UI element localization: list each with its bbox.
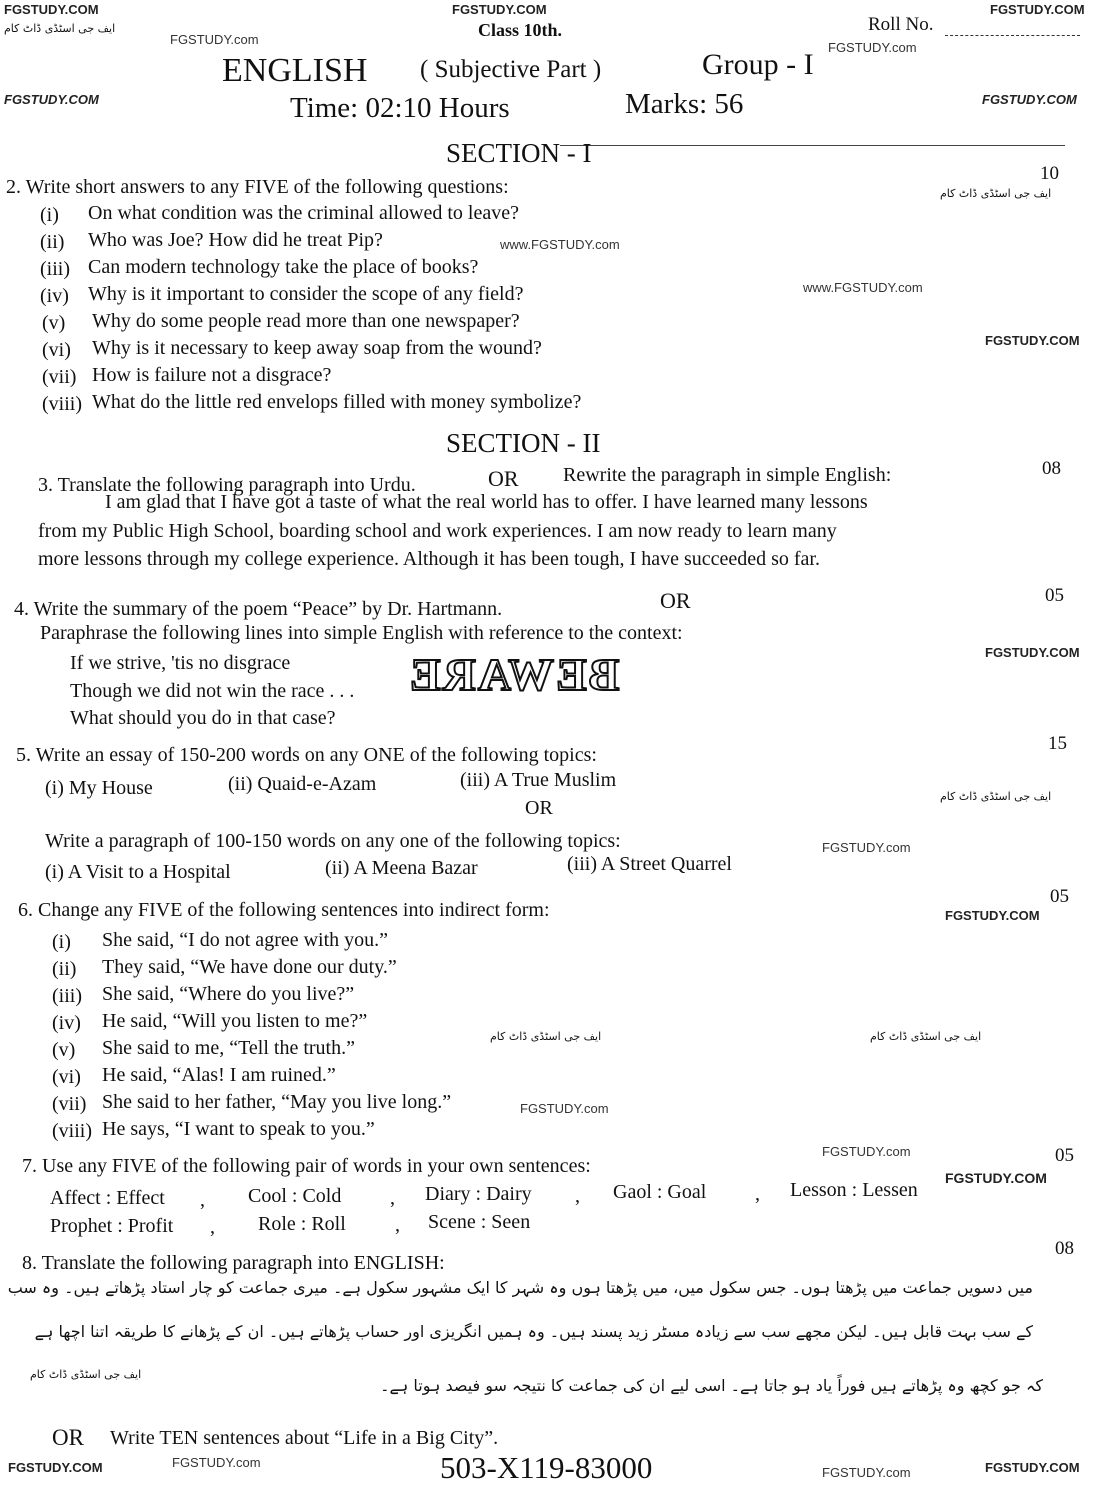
separator: , <box>390 1187 395 1209</box>
urdu-line: میں دسویں جماعت میں پڑھتا ہوں۔ جس سکول میں، میں پڑھتا ہوں وہ شہر کا ایک مشہور سکول ہے۔ میری جماعت کو چار استاد پڑھاتے ہیں۔ وہ سب <box>7 1278 1033 1297</box>
watermark: FGSTUDY.COM <box>985 333 1080 348</box>
topic: (i) A Visit to a Hospital <box>45 861 231 883</box>
item-number: (ii) <box>40 231 65 253</box>
question-item: Why do some people read more than one newspaper? <box>92 310 520 332</box>
item-number: (iii) <box>40 258 70 280</box>
watermark: FGSTUDY.COM <box>945 908 1040 923</box>
sentence-item: They said, “We have done our duty.” <box>102 956 397 978</box>
question-marks: 15 <box>1048 733 1067 754</box>
item-number: (vi) <box>52 1066 81 1088</box>
item-number: (iv) <box>40 285 69 307</box>
or-label: OR <box>660 588 691 613</box>
watermark: FGSTUDY.COM <box>452 2 547 17</box>
separator: , <box>395 1214 400 1236</box>
item-number: (v) <box>42 312 66 334</box>
question-alt: Write TEN sentences about “Life in a Big City”. <box>110 1427 499 1449</box>
item-number: (vii) <box>42 366 77 388</box>
item-number: (iii) <box>52 985 82 1007</box>
question-item: What do the little red envelops filled with money symbolize? <box>92 391 582 413</box>
sentence-item: He said, “Will you listen to me?” <box>102 1010 368 1032</box>
watermark: FGSTUDY.com <box>170 32 259 47</box>
item-number: (vii) <box>52 1093 87 1115</box>
divider <box>560 145 1065 146</box>
separator: , <box>200 1189 205 1211</box>
watermark: FGSTUDY.com <box>520 1101 609 1116</box>
question-item: Why is it necessary to keep away soap from the wound? <box>92 337 542 359</box>
urdu-line: کہ جو کچھ وہ پڑھاتے ہیں فوراً یاد ہو جاتا ہے۔ اسی لیے ان کی جماعت کا نتیجہ سو فیصد ہوتا ہے۔ <box>380 1376 1043 1395</box>
watermark: FGSTUDY.COM <box>4 2 99 17</box>
separator: , <box>755 1183 760 1205</box>
or-label: OR <box>525 797 553 819</box>
item-number: (i) <box>40 204 59 226</box>
word-pair: Prophet : Profit <box>50 1215 174 1237</box>
topic: (iii) A True Muslim <box>460 769 617 791</box>
question-item: Why is it important to consider the scope of any field? <box>88 283 524 305</box>
watermark-urdu: ایف جی اسٹڈی ڈاٹ کام <box>940 187 1052 200</box>
question-prompt: 4. Write the summary of the poem “Peace” by Dr. Hartmann. <box>14 598 503 620</box>
item-number: (iv) <box>52 1012 81 1034</box>
watermark: FGSTUDY.COM <box>985 1460 1080 1475</box>
word-pair: Gaol : Goal <box>613 1181 707 1203</box>
question-item: Can modern technology take the place of books? <box>88 256 479 278</box>
watermark: FGSTUDY.COM <box>4 92 99 107</box>
question-prompt: 3. Translate the following paragraph into Urdu. <box>38 474 416 496</box>
watermark-urdu: ایف جی اسٹڈی ڈاٹ کام <box>870 1030 982 1043</box>
question-marks: 08 <box>1055 1238 1074 1259</box>
question-marks: 10 <box>1040 163 1059 184</box>
question-prompt: 2. Write short answers to any FIVE of the following questions: <box>6 176 509 198</box>
urdu-line: کے سب بہت قابل ہیں۔ لیکن مجھے سب سے زیادہ مسٹر زید پسند ہیں۔ وہ ہمیں انگریزی اور حساب پڑھاتے ہیں۔ ان کے پڑھانے کا طریقہ اتنا اچھا ہے <box>34 1322 1033 1341</box>
word-pair: Diary : Dairy <box>425 1183 532 1205</box>
topic: (iii) A Street Quarrel <box>567 853 732 875</box>
sentence-item: She said to me, “Tell the truth.” <box>102 1037 355 1059</box>
question-marks: 05 <box>1055 1145 1074 1166</box>
topic: (i) My House <box>45 777 153 799</box>
class-label: Class 10th. <box>478 20 563 40</box>
or-label: OR <box>52 1425 84 1450</box>
watermark: FGSTUDY.COM <box>945 1170 1047 1186</box>
item-number: (i) <box>52 931 71 953</box>
watermark: FGSTUDY.COM <box>982 92 1077 107</box>
marks-label: Marks: 56 <box>625 88 744 120</box>
item-number: (viii) <box>52 1120 92 1142</box>
question-item: Who was Joe? How did he treat Pip? <box>88 229 383 251</box>
watermark: FGSTUDY.com <box>828 40 917 55</box>
question-prompt: 7. Use any FIVE of the following pair of words in your own sentences: <box>22 1155 591 1177</box>
watermark-urdu: ایف جی اسٹڈی ڈاٹ کام <box>940 790 1052 803</box>
stamp-mark: BEWARE <box>408 649 620 700</box>
question-marks: 05 <box>1045 585 1064 606</box>
time-label: Time: 02:10 Hours <box>290 92 510 124</box>
watermark: FGSTUDY.COM <box>990 2 1085 17</box>
question-prompt: 6. Change any FIVE of the following sentences into indirect form: <box>18 899 550 921</box>
watermark: FGSTUDY.com <box>822 1465 911 1480</box>
question-marks: 05 <box>1050 886 1069 907</box>
paragraph-line: more lessons through my college experience. Although it has been tough, I have succeeded so far. <box>38 548 820 570</box>
word-pair: Role : Roll <box>258 1213 346 1235</box>
paragraph-line: from my Public High School, boarding school and work experiences. I am now ready to learn many <box>38 520 837 542</box>
item-number: (viii) <box>42 393 82 415</box>
item-number: (ii) <box>52 958 77 980</box>
poem-line: What should you do in that case? <box>70 707 336 729</box>
watermark: www.FGSTUDY.com <box>803 280 923 295</box>
subject-title: ENGLISH <box>222 52 368 89</box>
sentence-item: She said to her father, “May you live long.” <box>102 1091 452 1113</box>
question-alt: Rewrite the paragraph in simple English: <box>563 464 892 486</box>
separator: , <box>210 1216 215 1238</box>
watermark: www.FGSTUDY.com <box>500 237 620 252</box>
watermark: FGSTUDY.com <box>822 1144 911 1159</box>
section-title: SECTION - II <box>446 428 601 458</box>
sentence-item: He said, “Alas! I am ruined.” <box>102 1064 336 1086</box>
item-number: (vi) <box>42 339 71 361</box>
item-number: (v) <box>52 1039 76 1061</box>
watermark: FGSTUDY.COM <box>8 1460 103 1475</box>
question-item: How is failure not a disgrace? <box>92 364 332 386</box>
word-pair: Cool : Cold <box>248 1185 342 1207</box>
question-alt: Paraphrase the following lines into simple English with reference to the context: <box>40 622 683 644</box>
topic: (ii) A Meena Bazar <box>325 857 478 879</box>
poem-line: Though we did not win the race . . . <box>70 680 355 702</box>
part-label: ( Subjective Part ) <box>420 56 602 83</box>
question-prompt: 8. Translate the following paragraph into ENGLISH: <box>22 1252 445 1274</box>
question-alt: Write a paragraph of 100-150 words on any one of the following topics: <box>45 830 621 852</box>
or-label: OR <box>488 466 519 491</box>
roll-no-field <box>945 34 1080 36</box>
sentence-item: He says, “I want to speak to you.” <box>102 1118 375 1140</box>
paragraph-line: I am glad that I have got a taste of what the real world has to offer. I have learned many lessons <box>105 491 868 513</box>
watermark: FGSTUDY.com <box>172 1455 261 1470</box>
sentence-item: She said, “Where do you live?” <box>102 983 355 1005</box>
watermark-urdu: ایف جی اسٹڈی ڈاٹ کام <box>4 22 116 35</box>
watermark-urdu: ایف جی اسٹڈی ڈاٹ کام <box>490 1030 602 1043</box>
question-item: On what condition was the criminal allowed to leave? <box>88 202 519 224</box>
word-pair: Scene : Seen <box>428 1211 531 1233</box>
poem-line: If we strive, 'tis no disgrace <box>70 652 291 674</box>
watermark: FGSTUDY.COM <box>985 645 1080 660</box>
watermark-urdu: ایف جی اسٹڈی ڈاٹ کام <box>30 1368 142 1381</box>
word-pair: Lesson : Lessen <box>790 1179 918 1201</box>
paper-code: 503-X119-83000 <box>440 1450 653 1485</box>
question-marks: 08 <box>1042 458 1061 479</box>
group-label: Group - I <box>702 48 814 81</box>
question-prompt: 5. Write an essay of 150-200 words on any ONE of the following topics: <box>16 744 597 766</box>
section-title: SECTION - I <box>446 138 592 168</box>
sentence-item: She said, “I do not agree with you.” <box>102 929 389 951</box>
topic: (ii) Quaid-e-Azam <box>228 773 377 795</box>
separator: , <box>575 1185 580 1207</box>
roll-no-label: Roll No. <box>868 14 934 35</box>
word-pair: Affect : Effect <box>50 1187 165 1209</box>
watermark: FGSTUDY.com <box>822 840 911 855</box>
